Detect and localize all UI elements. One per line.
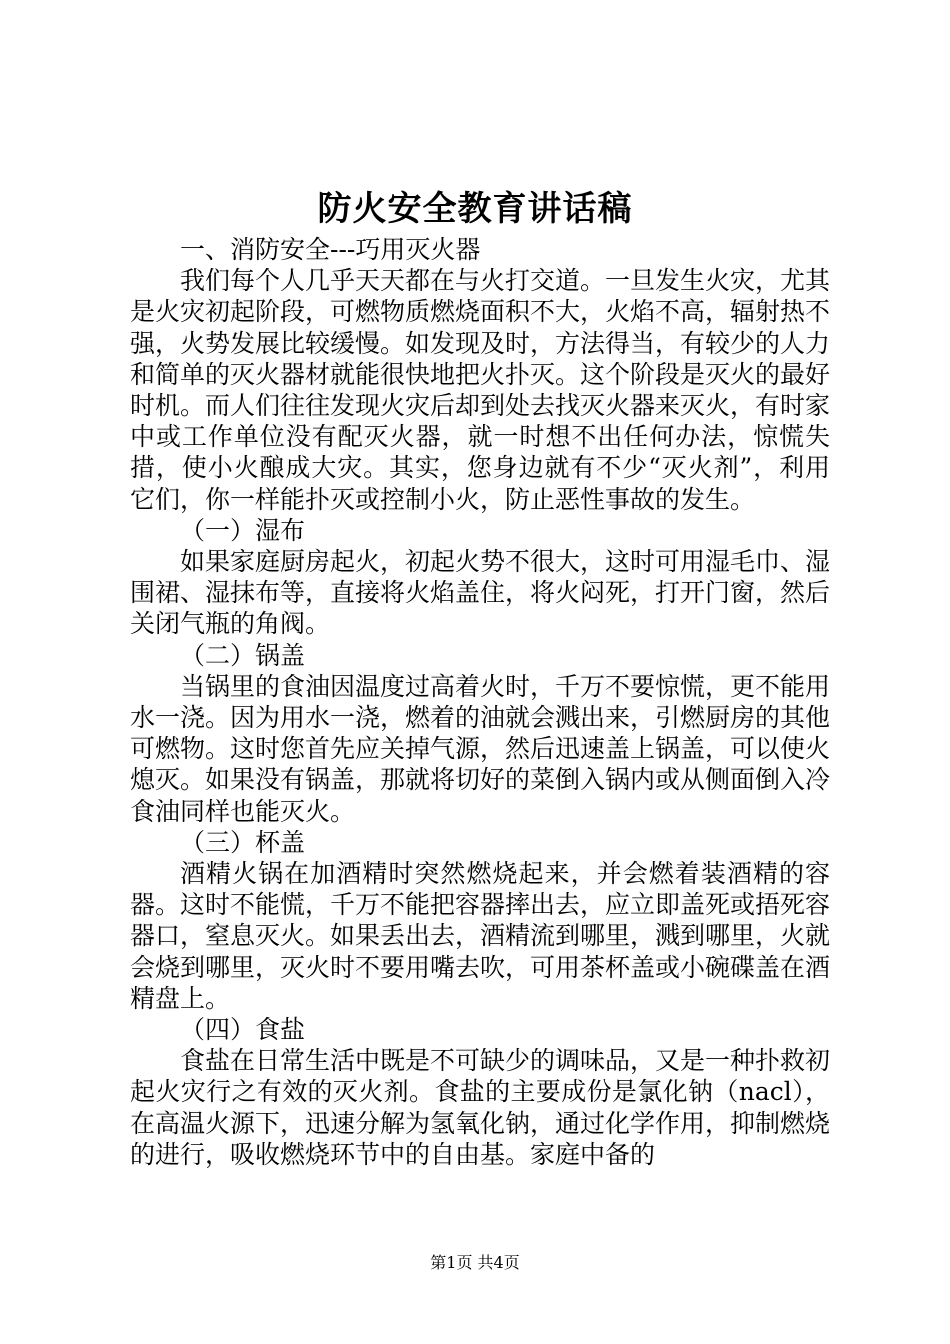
item-text-wet-cloth: 如果家庭厨房起火，初起火势不很大，这时可用湿毛巾、湿围裙、湿抹布等，直接将火焰盖住，将火闷死，打开门窗，然后关闭气瓶的角阀。	[130, 547, 831, 639]
item-text-cup-lid: 酒精火锅在加酒精时突然燃烧起来，并会燃着装酒精的容器。这时不能慌，千万不能把容器摔出去，应立即盖死或捂死容器口，窒息灭火。如果丢出去，酒精流到哪里，溅到哪里，火就会烧到哪里，灭火时不要用嘴去吹，可用茶杯盖或小碗碟盖在酒精盘上。	[130, 859, 831, 1013]
item-text-pot-lid: 当锅里的食油因温度过高着火时，千万不要惊慌，更不能用水一浇。因为用水一浇，燃着的油就会溅出来，引燃厨房的其他可燃物。这时您首先应关掉气源，然后迅速盖上锅盖，可以使火熄灭。如果没有锅盖，那就将切好的菜倒入锅内或从侧面倒入冷食油同样也能灭火。	[130, 671, 831, 826]
section-heading: 一、消防安全---巧用灭火器	[180, 235, 481, 264]
intro-paragraph: 我们每个人几乎天天都在与火打交道。一旦发生火灾，尤其是火灾初起阶段，可燃物质燃烧面积不大，火焰不高，辐射热不强，火势发展比较缓慢。如发现及时，方法得当，有较少的人力和简单的灭火器材就能很快地把火扑灭。这个阶段是灭火的最好时机。而人们往往发现火灾后却到处去找灭火器来灭火，有时家中或工作单位没有配灭火器，就一时想不出任何办法，惊慌失措，使小火酿成大灾。其实，您身边就有不少“灭火剂”，利用它们，你一样能扑灭或控制小火，防止恶性事故的发生。	[130, 266, 831, 514]
item-heading-cup-lid: （三）杯盖	[180, 827, 306, 857]
item-heading-wet-cloth: （一）湿布	[180, 515, 306, 545]
item-heading-pot-lid: （二）锅盖	[180, 640, 306, 670]
document-body	[130, 234, 830, 1170]
item-heading-salt: （四）食盐	[180, 1015, 306, 1045]
item-text-salt: 食盐在日常生活中既是不可缺少的调味品，又是一种扑救初起火灾行之有效的灭火剂。食盐的主要成份是氯化钠（nacl），在高温火源下，迅速分解为氢氧化钠，通过化学作用，抑制燃烧的进行，吸收燃烧环节中的自由基。家庭中备的	[130, 1046, 831, 1169]
document-title: 防火安全教育讲话稿	[317, 189, 633, 229]
page-footer: 第1页 共4页	[430, 1253, 520, 1272]
